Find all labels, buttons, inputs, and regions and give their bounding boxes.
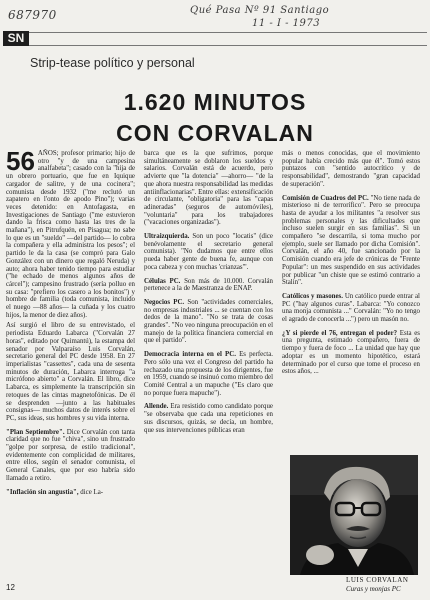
subsection-title: "Inflación sin angustia", — [6, 488, 79, 496]
paragraph: más o menos conocidas, que el movimiento popular había crecido más que él". Tomó estos puntazos con "sentido autocrítico y de responsabilidad", demostrando "gran capacidad de superación". — [282, 150, 420, 188]
subsection-text: Son más de 10.000. Corvalán pertenece a la de Maestranza de ENAP. — [144, 277, 273, 293]
subsection-title: ¿Y si pierde el 76, entregan el poder? — [282, 329, 398, 337]
subsection-title: Democracia interna en el PC. — [144, 351, 236, 359]
subsection-text: Un católico puede entrar al PC ("hay algunos curas". Labarca: "Yo conozco una monja comunista ..." Corvalán: "Yo no tengo el agrado de conocerla ...") pero un masón no. — [282, 292, 420, 324]
subsection-ultraizquierda — [144, 233, 273, 272]
article-column-3 — [282, 150, 420, 379]
section-bar — [3, 32, 427, 46]
subsection-title: Católicos y masones. — [282, 292, 343, 300]
drop-cap: 56 — [6, 146, 35, 176]
portrait-photo — [290, 455, 418, 575]
subsection-inflacion — [6, 489, 135, 497]
subsection-allende — [144, 403, 273, 434]
subsection-title: Comisión de Cuadros del PC. — [282, 194, 369, 202]
subsection-text: Son "actividades comerciales, no empresas industriales ... se cuentan con los dedos de la mano". "No se trata de cosas grandes". "No veo ninguna preocupación en el manejo de la política financiera comercial en que el partido". — [144, 298, 273, 345]
subsection-comision-cuadros — [282, 195, 420, 287]
lead-paragraph — [6, 146, 135, 319]
lead-paragraph-text: AÑOS; profesor primario; hijo de otro "y de una campesina analfabeta"; casado con la "hija de un obrero portuario, que fue en Iquique cargador de salitre, y de una cocinera"; comunista desde 1932 ("me reclutó un zapatero en l'onto de apodo Pino"); varias veces detenido: en Antofagasta, en Investigaciones de Santiago ("me estuvieron dando la frisca como hasta las tres de la mañana"), en Pitrufquén, en Pisagua; no sabe lo que es un "sueldo" —del partido— lo cobra la compañera y ella administra los pesos"; el partido le da la casa (se compró para Galo González con un dinero que regaló Neruda) y auto; ahora haber tenido tiempo para estudiar ("he echado de menos algunos años de cárcel"); campesino frustrado (sería polluo en su casa: "prefiero los casero a los bonitos") y hombre de familia (toda comunista, incluido el nuego —88 años— la cuñada y los cuatro hijos, la menor de diez años). — [6, 150, 135, 319]
subsection-text: Son un poco "locatis" (dice benévolamente el secretario general comunista). "No dudamos que entre ellos pueda haber gente de buena fe, aunque con poca cabeza y con muchas 'crianzas'". — [144, 233, 273, 271]
handwritten-archive-code: 687970 — [8, 8, 57, 22]
portrait-illustration — [290, 455, 418, 575]
subsection-title: Negocios PC. — [144, 298, 185, 306]
article-column-2 — [144, 150, 273, 437]
article-headline — [0, 87, 430, 149]
subsection-title: Allende. — [144, 403, 169, 411]
subsection-text: dice La- — [80, 488, 104, 496]
paragraph: barca que es la que sufrimos, porque simultáneamente se doblaron los sueldos y salarios. Corvalán está de acuerdo, pero advierte que "la dotencia" —ahorro— "de la que ahora nuestra responsabilidad las medidas antiinflacionarias". Entre ellas: extensificación de circulante, "obligatoria" para las "capas adineradas" (seguros de automóviles), "voluntaria" para los trabajadores ("vacaciones organizadas"). — [144, 150, 273, 227]
photo-caption — [346, 576, 426, 593]
handwritten-source-note: Qué Pasa Nº 91 Santiago — [190, 5, 330, 16]
subsection-text: Esta es una pregunta, estimado compañero, fuera de tiempo y fuera de foco ... La unidad que hay que adoptar es un momento hipotético, estará determinado por el curso que tome el proceso en estos años, ... — [282, 329, 420, 376]
article-column-1 — [6, 146, 135, 499]
subsection-text: "No tiene nada de misterioso ni de terrorífico". Pero se preocupa hasta de ayudar a los militantes "a resolver sus problemas personales y las dificultades que incluso suelen surgir en sus familias". Si un compañero "se descarrila, si toma mucho por ejemplo, suele ser llamado por dicha Comisión". Corvalán, el año 40, fue sancionado por la Comisión cuando era jefe de crónicas de "Frente Popular": un mes suspendido en sus actividades por publicar "un chiste que se estimó contrario a Stalin". — [282, 194, 421, 287]
subsection-celulas — [144, 278, 273, 293]
subsection-catolicos-masones — [282, 293, 420, 324]
subsection-title: Ultraizquierda. — [144, 233, 190, 241]
subsection-negocios — [144, 299, 273, 345]
subsection-title: "Plan Septiembre". — [6, 428, 65, 436]
page-number: 12 — [6, 583, 15, 592]
subsection-text: Es perfecta. Pero sólo una vez el Congreso del partido ha rechazado una propuesta de los dirigentes, fue en 1959, cuando se insinuó como miembro del Comité Central a un mapuche ("Es claro que no porque fuera mapuche"). — [144, 351, 273, 397]
caption-name: LUIS CORVALAN — [346, 576, 409, 584]
caption-subtitle: Curas y monjas PC — [346, 584, 401, 593]
subsection-pierde-76 — [282, 330, 420, 376]
subsection-title: Células PC. — [144, 277, 181, 285]
handwritten-date-note: 11 - I - 1973 — [252, 18, 321, 29]
subsection-text: Dice Corvalán con tanta claridad que no fue "chiva", sino un frustrado "golpe por sorpresa, de estilo tradicional", evidentemente con complicidad de militares, entre ellos, según el senador comunista, el General Canales, que por eso habría sido llamado a retiro. — [6, 428, 135, 482]
headline-line-2: CON CORVALAN — [116, 120, 314, 146]
article-kicker: Strip-tease político y personal — [30, 56, 195, 70]
paragraph: Así surgió el libro de su entrevistado, el periodista Eduardo Labarca ("Corvalán 27 horas", editado por Quimantú), la estampa del senador por Valparaíso Luis Corvalán, secretario general del PC desde 1958. En 27 imperialistas "cassettes", cada una de sesenta minutos de duración, Labarca interroga "a micrófono abierto" a Corvalán. El libro, dice Labarca, es simplemente la transcripción sin retoques de las cintas magnetofónicas. De él se desprenden —junto a las habituales consignas— muchos datos de interés sobre el PC, sus ideas, sus hombres y su vida interna. — [6, 322, 135, 422]
subsection-text: Era resistido como candidato porque "se observaba que cada una repeticiones en sus discursos, quizás, se decía, un hombre, que sus intervenciones públicas eran — [144, 403, 273, 434]
section-logo: SN — [3, 31, 29, 46]
subsection-plan-septiembre — [6, 429, 135, 483]
subsection-democracia — [144, 351, 273, 397]
headline-line-1: 1.620 MINUTOS — [123, 89, 307, 115]
